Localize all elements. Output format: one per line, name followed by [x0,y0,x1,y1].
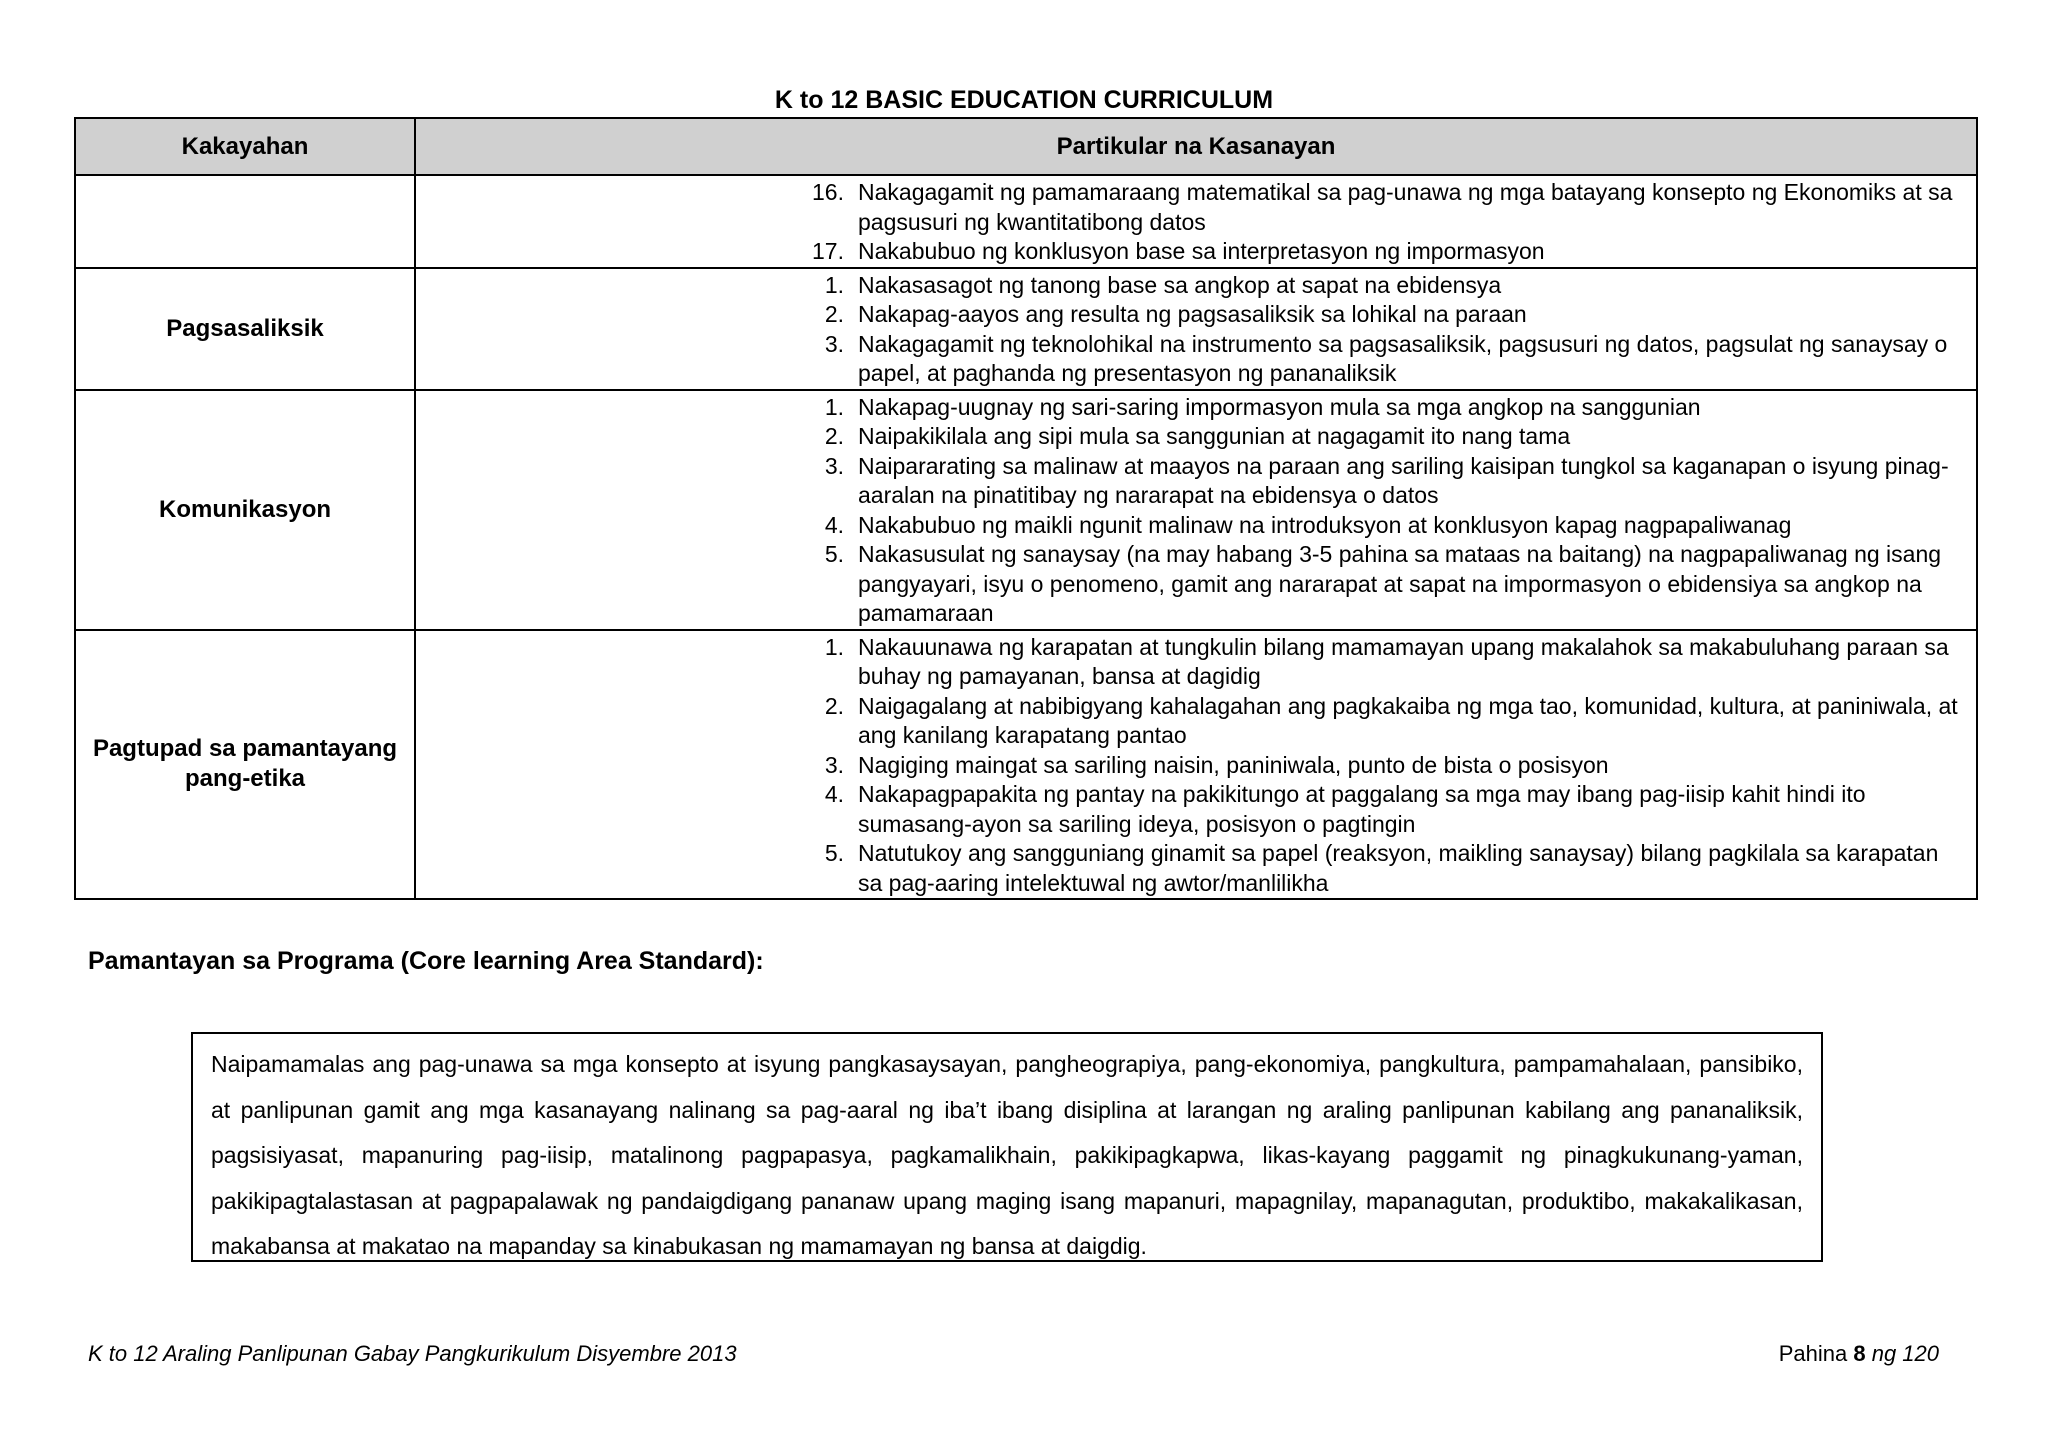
item-text: Nakapag-uugnay ng sari-saring impormasyon mula sa mga angkop na sanggunian [858,393,1701,420]
skill-cell: Komunikasyon [75,390,415,630]
item-text: Nakasasagot ng tanong base sa angkop at sapat na ebidensya [858,271,1502,298]
footer-document-title: K to 12 Araling Panlipunan Gabay Pangkurikulum Disyembre 2013 [88,1341,737,1366]
competency-item [416,393,1966,423]
competency-item [416,237,1966,267]
item-text: Nagiging maingat sa sariling naisin, paniniwala, punto de bista o posisyon [858,751,1609,778]
standard-box [191,1032,1823,1262]
competency-item [416,540,1966,629]
competency-item [416,633,1966,692]
table-row [75,268,1977,390]
item-text: Nakagagamit ng pamamaraang matematikal sa pag-unawa ng mga batayang konsepto ng Ekonomiks at sa pagsusuri ng kwantitatibong datos [858,179,1953,235]
item-number: 1. [824,393,844,420]
competency-list [416,393,1966,629]
item-number: 3. [824,751,844,778]
competency-list [416,178,1966,267]
item-number: 3. [824,452,844,479]
item-number: 1. [824,271,844,298]
skill-cell [75,175,415,268]
table-row [75,175,1977,268]
item-text: Nakasusulat ng sanaysay (na may habang 3-5 pahina sa mataas na baitang) na nagpapaliwanag ng isang pangyayari, isyu o penomeno, gamit ang nararapat at sapat na impormasyon o ebidensiya sa angkop na pamamaraan [858,541,1942,626]
item-text: Naipakikilala ang sipi mula sa sanggunian at nagagamit ito nang tama [858,423,1571,449]
table-body [75,175,1977,899]
item-number: 2. [824,301,844,327]
item-text: Naipararating sa malinaw at maayos na paraan ang sariling kaisipan tungkol sa kaganapan o isyung pinag-aaralan na pinatitibay ng nararapat na ebidensya o datos [858,452,1949,508]
item-number: 3. [824,330,844,357]
item-text: Nakagagamit ng teknolohikal na instrumento sa pagsasaliksik, pagsusuri ng datos, pagsulat ng sanaysay o papel, at paghanda ng presentasyon ng pananaliksik [858,330,1948,386]
footer-page-info [1779,1341,1939,1367]
competency-item [416,452,1966,511]
item-number: 5. [824,541,844,567]
item-number: 2. [824,692,844,719]
skill-cell: Pagtupad sa pamantayang pang-etika [75,630,415,900]
item-number: 17. [812,238,844,264]
competency-item [416,751,1966,781]
item-number: 2. [824,423,844,449]
competency-cell [415,390,1977,630]
competency-cell [415,268,1977,390]
item-text: Naigagalang at nabibigyang kahalagahan ang pagkakaiba ng mga tao, komunidad, kultura, at paniniwala, at ang kanilang karapatang pantao [858,692,1958,748]
competency-list [416,633,1966,899]
item-number: 16. [812,179,844,205]
item-text: Nakapagpapakita ng pantay na pakikitungo at paggalang sa mga may ibang pag-iisip kahit hindi ito sumasang-ayon sa sariling ideya, posisyon o pagtingin [858,781,1866,837]
competency-item [416,839,1966,898]
competency-item [416,422,1966,452]
item-text: Nakapag-aayos ang resulta ng pagsasaliksik sa lohikal na paraan [858,301,1527,327]
competency-table [74,117,1978,900]
competency-list [416,271,1966,389]
item-number: 5. [824,840,844,866]
page-label: Pahina [1778,1341,1848,1366]
item-text: Natutukoy ang sangguniang ginamit sa papel (reaksyon, maikling sanaysay) bilang pagkilala sa karapatan sa pag-aaring intelektuwal ng awtor/manlilikha [858,840,1939,896]
table-row [75,390,1977,630]
table-row [75,630,1977,900]
skill-cell: Pagsasaliksik [75,268,415,390]
competency-item [416,780,1966,839]
item-text: Nakauunawa ng karapatan at tungkulin bilang mamamayan upang makalahok sa makabuluhang paraan sa buhay ng pamayanan, bansa at dagidig [858,633,1949,689]
column-header-skill: Kakayahan [75,118,415,175]
item-number: 1. [824,633,844,660]
item-text: Nakabubuo ng konklusyon base sa interpretasyon ng impormasyon [858,238,1545,264]
competency-item [416,511,1966,541]
competency-cell [415,630,1977,900]
item-number: 4. [824,781,844,807]
item-text: Nakabubuo ng maikli ngunit malinaw na introduksyon at konklusyon kapag nagpapaliwanag [858,511,1792,538]
competency-item [416,692,1966,751]
column-header-particulars: Partikular na Kasanayan [415,118,1977,175]
standard-text: Naipamamalas ang pag-unawa sa mga konsepto at isyung pangkasaysayan, pangheograpiya, pang-ekonomiya, pangkultura, pampamahalaan, pansibiko, at panlipunan gamit ang mga kasanayang nalinang sa pag-aaral ng iba’t ibang disiplina at larangan ng araling panlipunan kabilang ang pananaliksik, pagsisiyasat, mapanuring pag-iisip, matalinong pagpapasya, pagkamalikhain, pakikipagkapwa, likas-kayang paggamit ng pinagkukunang-yaman, pakikipagtalastasan at pagpapalawak ng pandaigdigang pananaw upang maging isang mapanuri, mapagnilay, mapanagutan, produktibo, makakalikasan, makabansa at makatao na mapanday sa kinabukasan ng mamamayan ng bansa at daigdig. [211,1051,1803,1259]
competency-cell [415,175,1977,268]
standard-heading: Pamantayan sa Programa (Core learning Area Standard): [88,947,764,975]
competency-item [416,300,1966,330]
item-number: 4. [824,511,844,538]
page-total: ng 120 [1871,1341,1939,1366]
competency-item [416,330,1966,389]
document-title: K to 12 BASIC EDUCATION CURRICULUM [774,86,1274,114]
competency-item [416,178,1966,237]
page-number: 8 [1853,1341,1866,1366]
table-header-row [75,118,1977,175]
competency-item [416,271,1966,301]
